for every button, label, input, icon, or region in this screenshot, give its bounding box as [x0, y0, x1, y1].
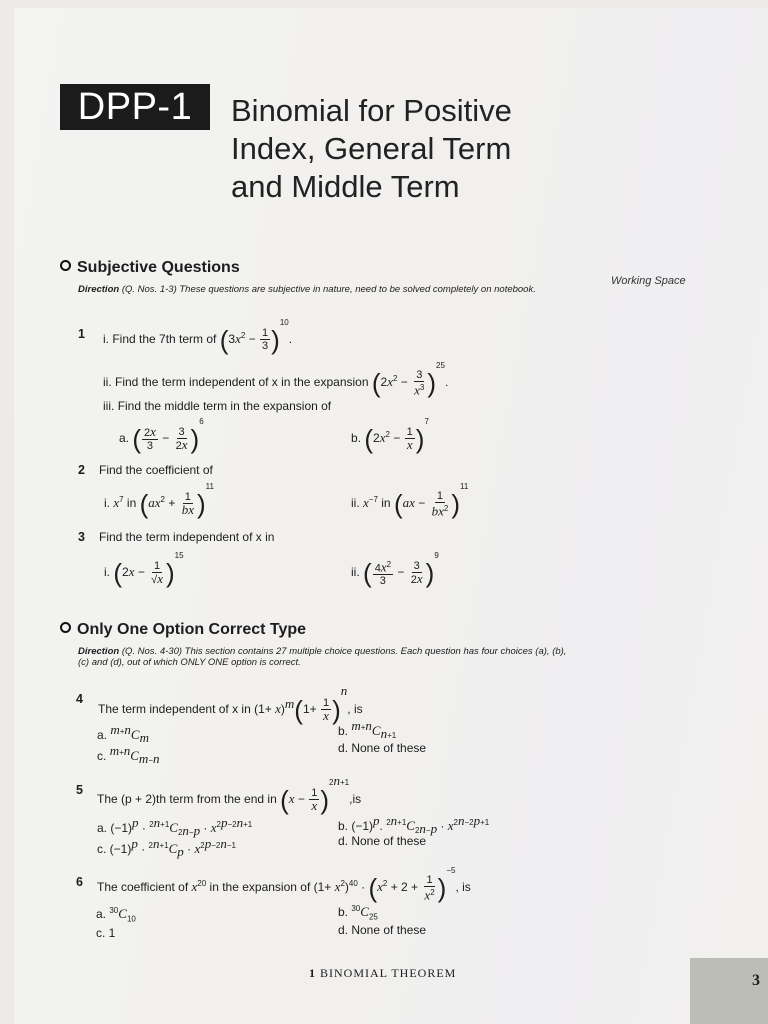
section-single-correct-heading: [60, 621, 306, 639]
q1-iii: [103, 399, 331, 413]
q3-ii: ii. ( $\frac{4x^2}{3}$ − $\frac{3}{2x}$ )$^9$: [351, 551, 439, 588]
q5-suffix: ,is: [349, 792, 362, 806]
option-label: c.: [97, 749, 107, 763]
q6-text: The coefficient of $x^{20}$ in the expansion of $(1+ x^2)^{40} \cdot (x^2 + 2$ + $\frac{1}{x^2}$ )$^{-5}$, is: [97, 866, 471, 903]
q1-i: i. Find the 7th term of ($3x^2$ − $\frac{1}{3}$ )$^{10}$.: [103, 318, 293, 355]
direction-ref: (Q. Nos. 1-3): [121, 284, 177, 295]
title-line-3: and Middle Term: [231, 169, 460, 204]
q1-iii-b-label: b.: [351, 431, 362, 445]
working-space-label: Working Space: [611, 275, 686, 287]
q3-ii-label: ii.: [351, 565, 360, 579]
q3-i: i. (2x − $\frac{1}{√x}$ )$^{15}$: [104, 551, 184, 588]
section-heading-text: Subjective Questions: [77, 259, 240, 276]
title-line-2: Index, General Term: [231, 131, 512, 166]
q2-number: 2: [78, 463, 85, 477]
title-line-1: Binomial for Positive: [231, 93, 512, 128]
q5-stem: The (p + 2)th term from the end in: [97, 792, 277, 806]
q2-text: Find the coefficient of: [99, 463, 213, 477]
q6-option-d[interactable]: d. None of these: [338, 923, 427, 937]
q5-option-b[interactable]: b. $(-1)^p$. $^{2n+1}C_{2n-p} \cdot x^{2n-2p+1}$: [338, 813, 490, 837]
q1-iii-text: Find the middle term in the expansion of: [117, 399, 332, 413]
section-heading-text: Only One Option Correct Type: [77, 621, 307, 638]
q1-i-text: Find the 7th term of: [112, 332, 217, 346]
q1-iii-b: b. ($2x^2$ − $\frac{1}{x}$ )$^7$: [351, 417, 429, 454]
q2-ii: ii. $x^{-7}$ in (ax − $\frac{1}{bx^2}$ )$^{11}$: [351, 482, 469, 519]
direction-ref: (Q. Nos. 4-30): [121, 646, 183, 657]
q1-ii: ii. Find the term independent of x in the expansion ($2x^2$ − $\frac{3}{x^3}$ )$^{25}$.: [103, 361, 449, 398]
q5-option-d[interactable]: d. None of these: [338, 834, 427, 848]
q6-suffix: , is: [455, 880, 471, 894]
q4-option-c[interactable]: c. $^{m+n}C_{m-n}$: [97, 743, 160, 767]
q3-number: 3: [78, 530, 85, 544]
q5-number: 5: [76, 783, 83, 797]
q4-text: The term independent of x in $(1+ x)^m(1+$ $\frac{1}{x}$ )$^n$, is: [98, 683, 363, 725]
q1-i-label: i.: [103, 332, 109, 346]
direction-label: Direction: [78, 646, 120, 657]
q6-option-b[interactable]: b. $^{30}C_{25}$: [338, 904, 378, 922]
option-label: b.: [338, 819, 349, 833]
q4-option-d[interactable]: d. None of these: [338, 741, 427, 755]
q3-text: Find the term independent of x in: [99, 530, 275, 544]
q6-option-a[interactable]: a. $^{30}C_{10}$: [96, 906, 136, 924]
option-label: b.: [338, 724, 349, 738]
page-number: 3: [690, 958, 768, 1024]
page-title: [231, 92, 611, 206]
q1-iii-a: a. ( $\frac{2x}{3}$ − $\frac{3}{2x}$ )$^6$: [119, 417, 204, 454]
q4-option-b[interactable]: b. $^{m+n}C_{n+1}$: [338, 718, 397, 742]
q4-stem: The term independent of x in: [98, 702, 251, 716]
option-label: c.: [97, 842, 107, 856]
q6-mid: in the expansion of: [209, 880, 311, 894]
q4-option-a[interactable]: a. $^{m+n}C_m$: [97, 722, 149, 746]
footer-chapter-title: BINOMIAL THEOREM: [320, 966, 457, 980]
direction-text: These questions are subjective in nature, need to be solved completely on notebook.: [179, 284, 536, 295]
q3-i-label: i.: [104, 565, 110, 579]
option-label: b.: [338, 905, 349, 919]
q4-number: 4: [76, 692, 83, 706]
direction-text: This section contains 27 multiple choice questions. Each question has four choices (a), (b), (c) and (d), out of which ONLY ONE option is correct.: [78, 646, 567, 668]
q2-i-label: i.: [104, 496, 110, 510]
bullet-icon: [60, 622, 71, 633]
q1-iii-a-label: a.: [119, 431, 130, 445]
q4-suffix: , is: [347, 702, 363, 716]
option-label: a.: [96, 907, 107, 921]
footer-chapter: [309, 966, 456, 981]
q5-option-a[interactable]: a. $(-1)^p \cdot ^{2n+1}C_{2n-p} \cdot x^{2p-2n+1}$: [97, 815, 253, 839]
bullet-icon: [60, 260, 71, 271]
direction-label: Direction: [78, 284, 120, 295]
q5-option-c[interactable]: c. $(-1)^p \cdot ^{2n+1}C_p \cdot x^{2p-2n-1}$: [97, 836, 236, 860]
section1-direction: [78, 284, 578, 295]
dpp-badge: DPP-1: [60, 84, 210, 130]
q1-ii-text: Find the term independent of x in the expansion: [115, 375, 369, 389]
section2-direction: [78, 646, 578, 668]
option-label: a.: [97, 821, 108, 835]
q2-i: i. $x^7$ in ($ax^2$ + $\frac{1}{bx}$ )$^{11}$: [104, 482, 214, 519]
q6-number: 6: [76, 875, 83, 889]
q2-ii-label: ii.: [351, 496, 360, 510]
q1-ii-label: ii.: [103, 375, 112, 389]
q1-iii-label: iii.: [103, 399, 115, 413]
q6-option-c[interactable]: c. 1: [96, 926, 116, 940]
section-subjective-heading: [60, 259, 240, 277]
q6-stem: The coefficient of: [97, 880, 189, 894]
option-label: a.: [97, 728, 108, 742]
footer-chapter-number: 1: [309, 966, 316, 980]
q1-number: 1: [78, 327, 85, 341]
q5-text: The (p + 2)th term from the end in (x − $\frac{1}{x}$ )$^{2n+1}$,is: [97, 773, 362, 815]
